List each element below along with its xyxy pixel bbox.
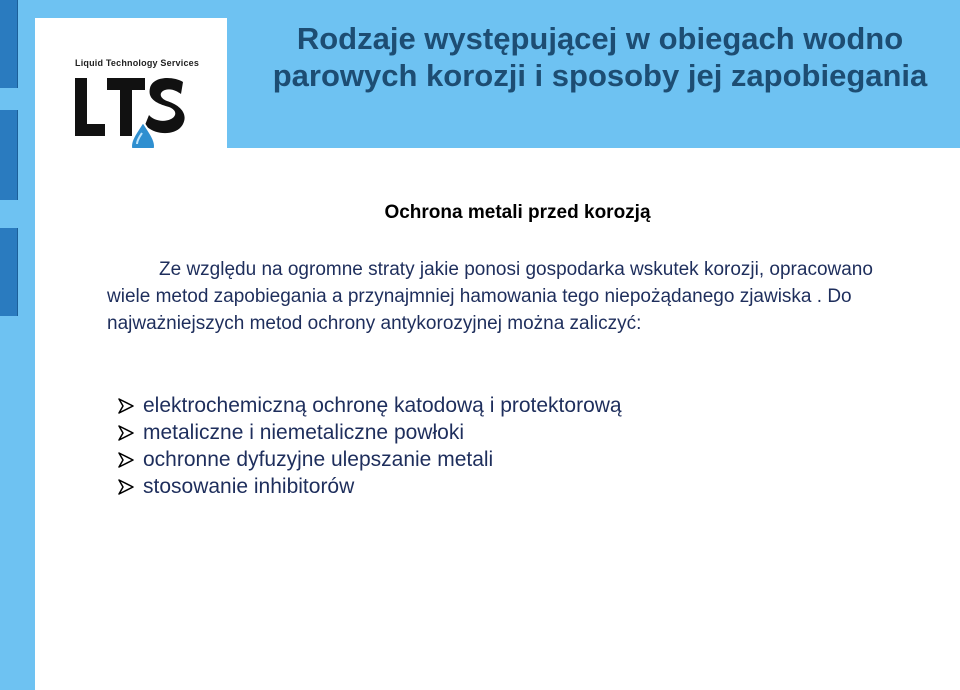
content-panel bbox=[35, 148, 960, 690]
edge-decoration bbox=[0, 110, 18, 200]
arrow-bullet-icon bbox=[117, 479, 143, 495]
edge-decoration bbox=[0, 0, 18, 88]
lts-logo-icon bbox=[73, 70, 193, 160]
list-item bbox=[117, 473, 622, 500]
slide-title: Rodzaje występującej w obiegach wodno parowych korozji i sposoby jej zapobiegania bbox=[272, 21, 928, 93]
arrow-bullet-icon bbox=[117, 398, 143, 414]
edge-decoration bbox=[0, 228, 18, 316]
list-item-text: stosowanie inhibitorów bbox=[143, 475, 355, 498]
arrow-bullet-icon bbox=[117, 452, 143, 468]
intro-paragraph: Ze względu na ogromne straty jakie ponosi gospodarka wskutek korozji, opracowano wiele metod zapobiegania a przynajmniej hamowania tego niepożądanego zjawiska . Do najważniejszych metod ochrony antykorozyjnej można zaliczyć: bbox=[107, 259, 873, 334]
arrow-bullet-icon bbox=[117, 425, 143, 441]
section-subtitle: Ochrona metali przed korozją bbox=[384, 202, 651, 223]
method-list bbox=[117, 392, 622, 500]
logo bbox=[35, 18, 227, 148]
list-item-text: metaliczne i niemetaliczne powłoki bbox=[143, 421, 464, 444]
list-item-text: ochronne dyfuzyjne ulepszanie metali bbox=[143, 448, 494, 471]
list-item-text: elektrochemiczną ochronę katodową i protektorową bbox=[143, 394, 622, 417]
list-item bbox=[117, 392, 622, 419]
logo-tagline: Liquid Technology Services bbox=[75, 58, 200, 68]
list-item bbox=[117, 446, 622, 473]
list-item bbox=[117, 419, 622, 446]
